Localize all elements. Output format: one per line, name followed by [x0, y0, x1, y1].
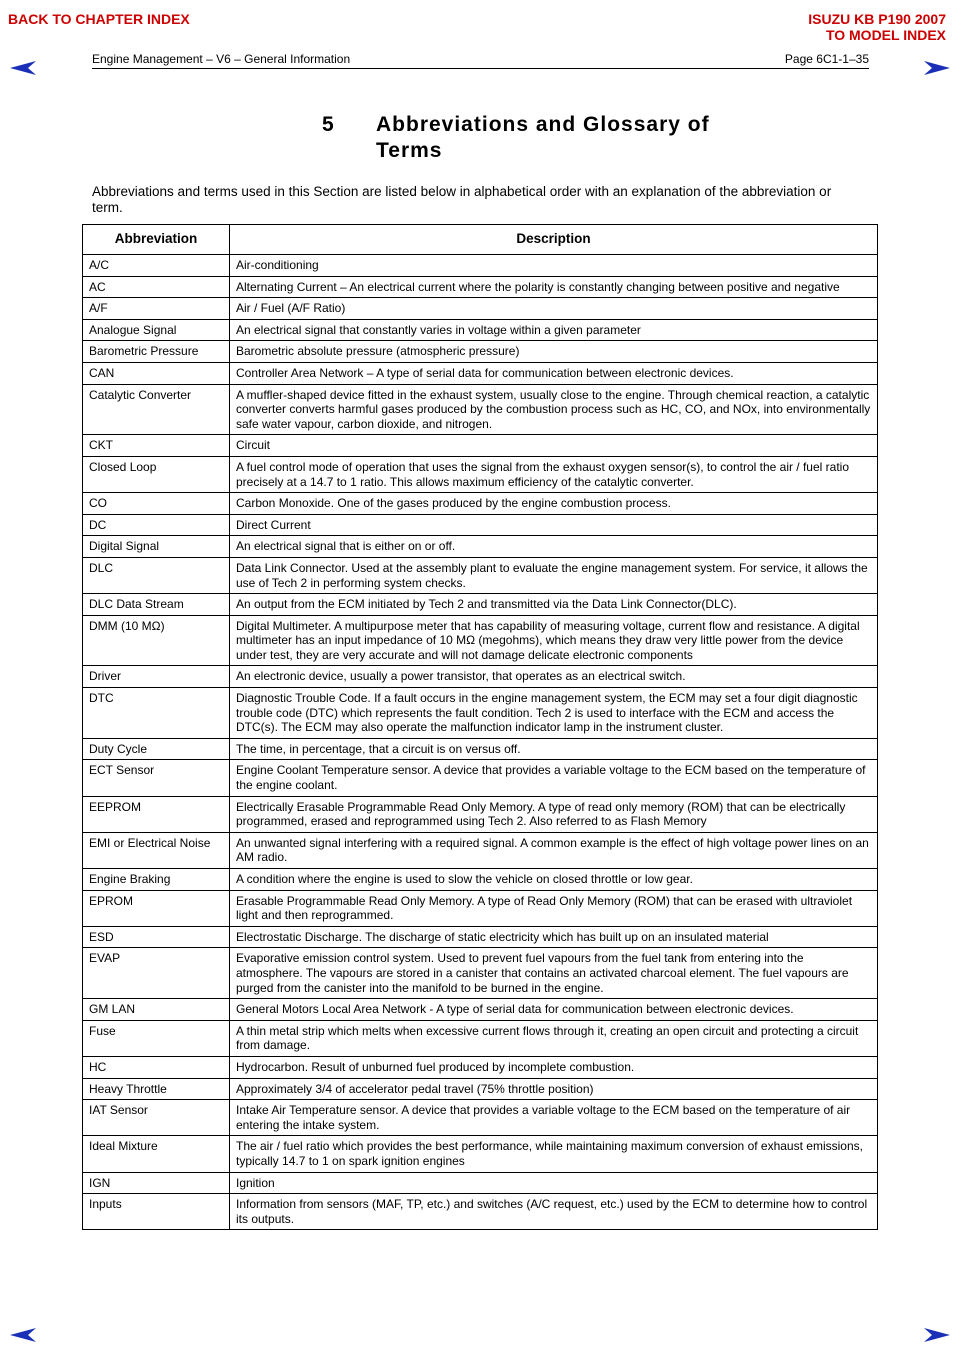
intro-paragraph: Abbreviations and terms used in this Section are listed below in alphabetical order with an explanation of the abbreviation or term.	[92, 184, 832, 215]
abbreviation-cell: ECT Sensor	[83, 760, 230, 796]
table-row	[83, 796, 878, 832]
description-cell: Electrically Erasable Programmable Read Only Memory. A type of read only memory (ROM) that can be electrically programmed, erased and reprogrammed using Tech 2. Also referred to as Flash Memory	[230, 796, 878, 832]
description-cell: A muffler-shaped device fitted in the exhaust system, usually close to the engine. Through chemical reaction, a catalytic converter converts harmful gases produced by the combustion process such as HC, CO, and NOx, into environmentally safe water vapour, carbon dioxide, and nitrogen.	[230, 384, 878, 435]
table-row	[83, 362, 878, 384]
abbreviation-cell: Fuse	[83, 1020, 230, 1056]
abbreviation-cell: A/C	[83, 255, 230, 277]
table-row	[83, 276, 878, 298]
description-cell: Approximately 3/4 of accelerator pedal travel (75% throttle position)	[230, 1078, 878, 1100]
table-row	[83, 926, 878, 948]
abbreviation-cell: Digital Signal	[83, 536, 230, 558]
description-cell: An output from the ECM initiated by Tech 2 and transmitted via the Data Link Connector(DLC).	[230, 594, 878, 616]
description-cell: Erasable Programmable Read Only Memory. A type of Read Only Memory (ROM) that can be erased with ultraviolet light and then reprogrammed.	[230, 890, 878, 926]
description-cell: Air / Fuel (A/F Ratio)	[230, 298, 878, 320]
abbreviation-cell: Duty Cycle	[83, 738, 230, 760]
abbreviation-cell: IGN	[83, 1172, 230, 1194]
previous-page-arrow-icon[interactable]	[10, 60, 38, 76]
page-number: Page 6C1-1–35	[784, 52, 869, 66]
abbreviation-cell: AC	[83, 276, 230, 298]
description-cell: Hydrocarbon. Result of unburned fuel produced by incomplete combustion.	[230, 1056, 878, 1078]
description-cell: An electronic device, usually a power transistor, that operates as an electrical switch.	[230, 666, 878, 688]
description-cell: Carbon Monoxide. One of the gases produced by the engine combustion process.	[230, 493, 878, 515]
glossary-body	[83, 255, 878, 1230]
description-cell: An unwanted signal interfering with a required signal. A common example is the effect of high voltage power lines on an AM radio.	[230, 832, 878, 868]
abbreviation-cell: Catalytic Converter	[83, 384, 230, 435]
description-cell: Engine Coolant Temperature sensor. A device that provides a variable voltage to the ECM based on the temperature of the engine coolant.	[230, 760, 878, 796]
description-cell: Ignition	[230, 1172, 878, 1194]
description-cell: The time, in percentage, that a circuit is on versus off.	[230, 738, 878, 760]
section-title: Abbreviations and Glossary of Terms	[376, 113, 710, 162]
abbreviation-cell: CO	[83, 493, 230, 515]
to-model-index-link[interactable]: TO MODEL INDEX	[825, 27, 946, 43]
table-row	[83, 666, 878, 688]
description-cell: Air-conditioning	[230, 255, 878, 277]
header-divider	[92, 68, 869, 69]
table-row	[83, 384, 878, 435]
table-row	[83, 1056, 878, 1078]
table-row	[83, 1078, 878, 1100]
description-cell: Barometric absolute pressure (atmospheric pressure)	[230, 341, 878, 363]
table-row	[83, 536, 878, 558]
glossary-table	[82, 224, 878, 1230]
description-cell: The air / fuel ratio which provides the best performance, while maintaining maximum conversion of exhaust emissions, typically 14.7 to 1 on spark ignition engines	[230, 1136, 878, 1172]
description-cell: Evaporative emission control system. Used to prevent fuel vapours from the fuel tank from entering into the atmosphere. The vapours are stored in a canister that contains an activated charcoal element. The fuel vapours are purged from the canister into the manifold to be burned in the engine.	[230, 948, 878, 999]
description-cell: Data Link Connector. Used at the assembly plant to evaluate the engine management system. For service, it allows the use of Tech 2 in performing system checks.	[230, 557, 878, 593]
table-row	[83, 493, 878, 515]
table-row	[83, 869, 878, 891]
abbreviation-cell: DLC Data Stream	[83, 594, 230, 616]
abbreviation-cell: DC	[83, 514, 230, 536]
table-row	[83, 298, 878, 320]
description-cell: Alternating Current – An electrical current where the polarity is constantly changing between positive and negative	[230, 276, 878, 298]
previous-page-arrow-icon[interactable]	[10, 1327, 38, 1343]
table-row	[83, 760, 878, 796]
abbreviation-cell: Driver	[83, 666, 230, 688]
description-cell: Controller Area Network – A type of serial data for communication between electronic devices.	[230, 362, 878, 384]
table-row	[83, 255, 878, 277]
table-row	[83, 456, 878, 492]
abbreviation-cell: A/F	[83, 298, 230, 320]
table-row	[83, 1020, 878, 1056]
description-cell: Direct Current	[230, 514, 878, 536]
description-cell: Circuit	[230, 435, 878, 457]
table-row	[83, 688, 878, 739]
description-cell: An electrical signal that constantly varies in voltage within a given parameter	[230, 319, 878, 341]
table-row	[83, 738, 878, 760]
description-cell: A condition where the engine is used to slow the vehicle on closed throttle or low gear.	[230, 869, 878, 891]
table-row	[83, 615, 878, 666]
table-row	[83, 1194, 878, 1230]
back-to-chapter-index-link[interactable]: BACK TO CHAPTER INDEX	[8, 11, 190, 27]
abbreviation-cell: EEPROM	[83, 796, 230, 832]
abbreviation-cell: HC	[83, 1056, 230, 1078]
table-row	[83, 1100, 878, 1136]
table-row	[83, 890, 878, 926]
description-cell: A thin metal strip which melts when excessive current flows through it, creating an open circuit and protecting a circuit from damage.	[230, 1020, 878, 1056]
table-row	[83, 948, 878, 999]
abbreviation-cell: Engine Braking	[83, 869, 230, 891]
abbreviation-cell: CKT	[83, 435, 230, 457]
table-header-row	[83, 225, 878, 255]
description-cell: An electrical signal that is either on or off.	[230, 536, 878, 558]
column-header-abbreviation: Abbreviation	[83, 225, 230, 255]
section-number: 5	[322, 113, 335, 136]
description-cell: General Motors Local Area Network - A type of serial data for communication between electronic devices.	[230, 999, 878, 1021]
abbreviation-cell: GM LAN	[83, 999, 230, 1021]
description-cell: Digital Multimeter. A multipurpose meter that has capability of measuring voltage, current flow and resistance. A digital multimeter has an input impedance of 10 MΩ (megohms), which means they draw very little power from the device under test, they are very accurate and will not damage delicate electronic components	[230, 615, 878, 666]
description-cell: Electrostatic Discharge. The discharge of static electricity which has built up on an insulated material	[230, 926, 878, 948]
table-row	[83, 319, 878, 341]
page-header-title: Engine Management – V6 – General Information	[92, 52, 351, 66]
abbreviation-cell: EPROM	[83, 890, 230, 926]
description-cell: Diagnostic Trouble Code. If a fault occurs in the engine management system, the ECM may set a four digit diagnostic trouble code (DTC) which represents the fault condition. Tech 2 is used to interface with the ECM and access the DTC(s). The ECM may also operate the malfunction indicator lamp in the instrument cluster.	[230, 688, 878, 739]
description-cell: Intake Air Temperature sensor. A device that provides a variable voltage to the ECM based on the temperature of air entering the intake system.	[230, 1100, 878, 1136]
table-row	[83, 1172, 878, 1194]
model-title-link[interactable]: ISUZU KB P190 2007	[808, 11, 946, 27]
table-row	[83, 514, 878, 536]
abbreviation-cell: Closed Loop	[83, 456, 230, 492]
table-row	[83, 999, 878, 1021]
description-cell: A fuel control mode of operation that uses the signal from the exhaust oxygen sensor(s), to control the air / fuel ratio precisely at a 14.7 to 1 ratio. This allows maximum efficiency of the catalytic converter.	[230, 456, 878, 492]
next-page-arrow-icon[interactable]	[922, 60, 950, 76]
table-row	[83, 435, 878, 457]
abbreviation-cell: Inputs	[83, 1194, 230, 1230]
description-cell: Information from sensors (MAF, TP, etc.) and switches (A/C request, etc.) used by the ECM to determine how to control its outputs.	[230, 1194, 878, 1230]
table-row	[83, 557, 878, 593]
abbreviation-cell: EMI or Electrical Noise	[83, 832, 230, 868]
abbreviation-cell: DMM (10 MΩ)	[83, 615, 230, 666]
next-page-arrow-icon[interactable]	[922, 1327, 950, 1343]
table-row	[83, 1136, 878, 1172]
abbreviation-cell: EVAP	[83, 948, 230, 999]
abbreviation-cell: DTC	[83, 688, 230, 739]
abbreviation-cell: Analogue Signal	[83, 319, 230, 341]
model-index-block	[808, 11, 946, 43]
column-header-description: Description	[230, 225, 878, 255]
abbreviation-cell: Barometric Pressure	[83, 341, 230, 363]
table-row	[83, 832, 878, 868]
abbreviation-cell: Heavy Throttle	[83, 1078, 230, 1100]
abbreviation-cell: DLC	[83, 557, 230, 593]
table-row	[83, 341, 878, 363]
abbreviation-cell: IAT Sensor	[83, 1100, 230, 1136]
abbreviation-cell: CAN	[83, 362, 230, 384]
abbreviation-cell: Ideal Mixture	[83, 1136, 230, 1172]
table-row	[83, 594, 878, 616]
abbreviation-cell: ESD	[83, 926, 230, 948]
